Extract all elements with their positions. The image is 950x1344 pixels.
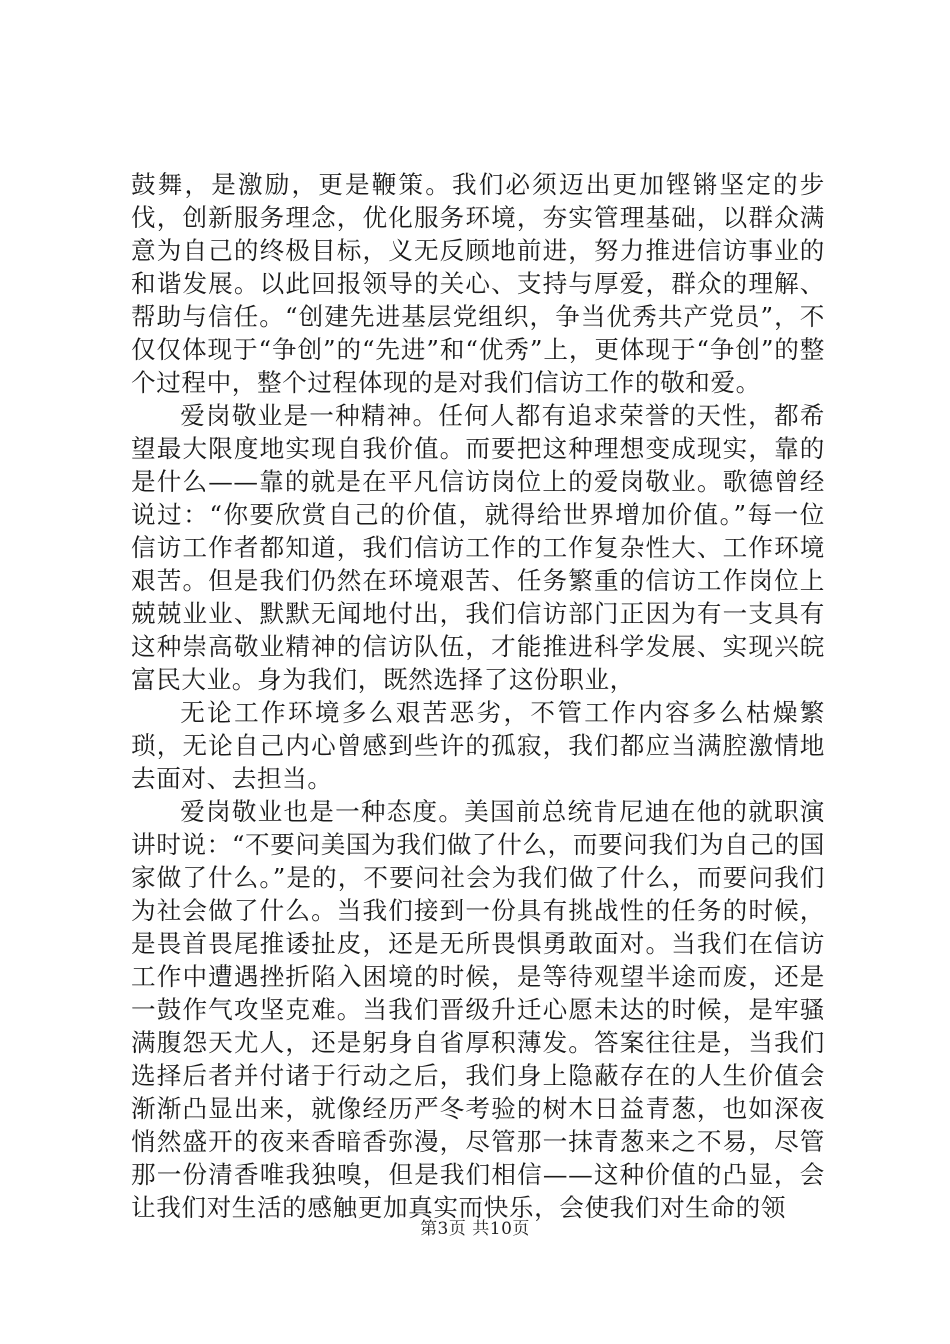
paragraph-2: 爱岗敬业是一种精神。任何人都有追求荣誉的天性，都希望最大限度地实现自我价值。而要把这种理想变成现实，靠的是什么——靠的就是在平凡信访岗位上的爱岗敬业。歌德曾经说过：“你要欣赏自己的价值，就得给世界增加价值。”每一位信访工作者都知道，我们信访工作的工作复杂性大、工作环境艰苦。但是我们仍然在环境艰苦、任务繁重的信访工作岗位上兢兢业业、默默无闻地付出，我们信访部门正因为有一支具有这种崇高敬业精神的信访队伍，才能推进科学发展、实现兴皖富民大业。身为我们，既然选择了这份职业， — [131, 401, 825, 694]
paragraph-3: 无论工作环境多么艰苦恶劣，不管工作内容多么枯燥繁琐，无论自己内心曾感到些许的孤寂，我们都应当满腔激情地去面对、去担当。 — [131, 698, 825, 793]
paragraph-1: 鼓舞，是激励，更是鞭策。我们必须迈出更加铿锵坚定的步伐，创新服务理念，优化服务环境，夯实管理基础，以群众满意为自己的终极目标，义无反顾地前进，努力推进信访事业的和谐发展。以此回报领导的关心、支持与厚爱，群众的理解、帮助与信任。“创建先进基层党组织，争当优秀共产党员”，不仅仅体现于“争创”的“先进”和“优秀”上，更体现于“争创”的整个过程中，整个过程体现的是对我们信访工作的敬和爱。 — [131, 170, 825, 397]
document-body — [131, 168, 825, 1224]
paragraph-4: 爱岗敬业也是一种态度。美国前总统肯尼迪在他的就职演讲时说：“不要问美国为我们做了什么，而要问我们为自己的国家做了什么。”是的，不要问社会为我们做了什么，而要问我们为社会做了什么。当我们接到一份具有挑战性的任务的时候，是畏首畏尾推诿扯皮，还是无所畏惧勇敢面对。当我们在信访工作中遭遇挫折陷入困境的时候，是等待观望半途而废，还是一鼓作气攻坚克难。当我们晋级升迁心愿未达的时候，是牢骚满腹怨天尤人，还是躬身自省厚积薄发。答案往往是，当我们选择后者并付诸于行动之后，我们身上隐蔽存在的人生价值会渐渐凸显出来，就像经历严冬考验的树木日益青葱，也如深夜悄然盛开的夜来香暗香弥漫，尽管那一抹青葱来之不易，尽管那一份清香唯我独嗅，但是我们相信——这种价值的凸显，会让我们对生活的感触更加真实而快乐，会使我们对生命的领 — [131, 797, 825, 1222]
page-number-footer: 第3页 共10页 — [420, 1219, 530, 1239]
